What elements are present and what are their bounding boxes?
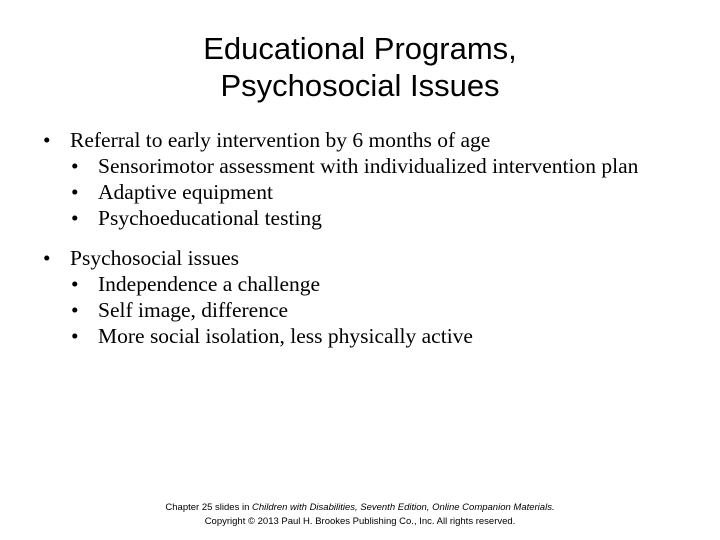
sub-bullet-item bbox=[43, 271, 683, 297]
bullet-icon: • bbox=[71, 272, 79, 296]
bullet-icon: • bbox=[43, 246, 51, 270]
slide-title bbox=[0, 30, 720, 104]
bullet-item bbox=[43, 245, 683, 271]
bullet-icon: • bbox=[71, 298, 79, 322]
sub-bullet-item bbox=[43, 179, 683, 205]
sub-bullet-item bbox=[43, 153, 683, 179]
footer-book-title: Children with Disabilities, Seventh Edition, Online Companion Materials. bbox=[252, 502, 555, 513]
slide-footer bbox=[0, 501, 720, 529]
bullet-icon: • bbox=[71, 206, 79, 230]
sub-bullet-text: Independence a challenge bbox=[98, 272, 321, 296]
title-line-1: Educational Programs, bbox=[203, 31, 517, 66]
bullet-icon: • bbox=[71, 324, 79, 348]
bullet-icon: • bbox=[71, 154, 79, 178]
footer-prefix: Chapter 25 slides in bbox=[165, 502, 253, 513]
bullet-item bbox=[43, 127, 683, 153]
bullet-text: Referral to early intervention by 6 months of age bbox=[70, 128, 491, 152]
bullet-text: Psychosocial issues bbox=[70, 246, 240, 270]
title-line-2: Psychosocial Issues bbox=[220, 68, 500, 103]
sub-bullet-text: Sensorimotor assessment with individualized intervention plan bbox=[98, 154, 639, 178]
sub-bullet-item bbox=[43, 205, 683, 231]
bullet-group-1 bbox=[43, 127, 683, 231]
sub-bullet-text: More social isolation, less physically active bbox=[98, 324, 473, 348]
footer-source bbox=[0, 501, 720, 515]
bullet-icon: • bbox=[71, 180, 79, 204]
sub-bullet-item bbox=[43, 297, 683, 323]
bullet-group-2 bbox=[43, 245, 683, 349]
sub-bullet-text: Adaptive equipment bbox=[98, 180, 273, 204]
bullet-list bbox=[43, 127, 683, 363]
footer-copyright: Copyright © 2013 Paul H. Brookes Publishing Co., Inc. All rights reserved. bbox=[204, 516, 516, 527]
bullet-icon: • bbox=[43, 128, 51, 152]
sub-bullet-text: Self image, difference bbox=[98, 298, 289, 322]
sub-bullet-text: Psychoeducational testing bbox=[98, 206, 322, 230]
sub-bullet-item bbox=[43, 323, 683, 349]
